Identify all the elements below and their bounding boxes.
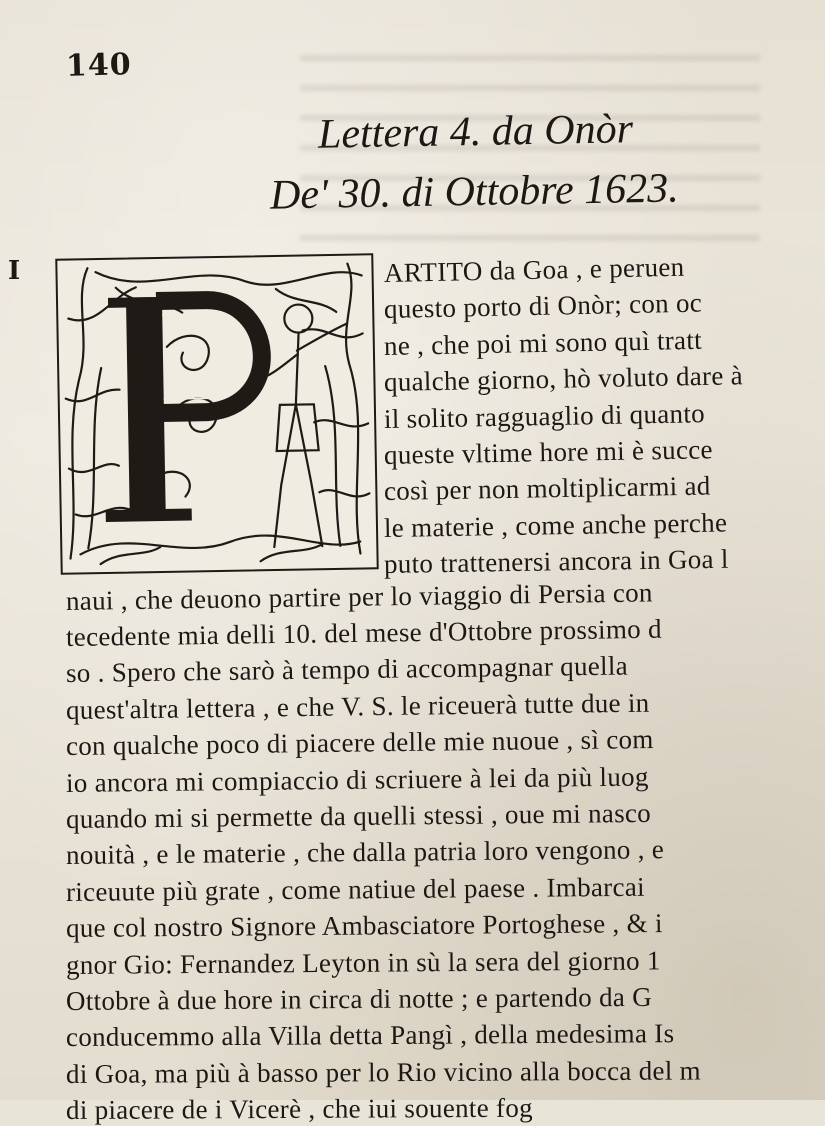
text-line: conducemmo alla Villa detta Pangì , della medesima Is [65, 1018, 675, 1053]
text-line: so . Spero che sarò à tempo di accompagnar quella [65, 650, 629, 689]
margin-marker: I [8, 256, 21, 286]
text-line: le materie , come anche perche [383, 507, 728, 543]
text-line: così per non moltiplicarmi ad [383, 470, 711, 507]
letter-title: Lettera 4. da Onòr [317, 106, 634, 158]
text-line: nouità , e le materie , che dalla patria loro vengono , e [65, 834, 665, 871]
text-line: gnor Gio: Fernandez Leyton in sù la sera del giorno 1 [65, 945, 661, 980]
text-line: di Goa, ma più à basso per lo Rio vicino alla bocca del m [65, 1055, 702, 1089]
text-line: riceuute più grate , come natiue del paese . Imbarcai [65, 871, 645, 907]
text-line: io ancora mi compiaccio di scriuere à lei da più luog [65, 761, 649, 798]
text-line: puto trattenersi ancora in Goa l [383, 543, 729, 580]
text-line: tecedente mia delli 10. del mese d'Ottobre prossimo d [65, 613, 663, 652]
text-line: con qualche poco di piacere delle mie nuoue , sì com [65, 724, 654, 762]
text-line: ne , che poi mi sono quì tratt [383, 324, 703, 361]
text-line: quest'altra lettera , e che V. S. le riceuerà tutte due in [65, 687, 650, 725]
text-line: di piacere de i Vicerè , che iui souente fog [65, 1092, 533, 1126]
text-line: Ottobre à due hore in circa di notte ; e partendo da G [65, 981, 653, 1016]
text-line: que col nostro Signore Ambasciatore Portoghese , & i [65, 908, 663, 944]
letter-date: De' 30. di Ottobre 1623. [269, 165, 680, 219]
text-line: qualche giorno, hò voluto dare à [383, 360, 744, 398]
decorated-initial-p [55, 253, 378, 575]
text-line: ARTITO da Goa , e peruen [383, 251, 685, 288]
text-line: queste vltime hore mi è succe [383, 434, 714, 470]
text-line: questo porto di Onòr; con oc [383, 287, 703, 325]
text-line: naui , che deuono partire per lo viaggio di Persia con [65, 576, 653, 616]
text-line: quando mi si permette da quelli stessi , oue mi nasco [65, 797, 652, 834]
text-line: il solito ragguaglio di quanto [383, 397, 706, 434]
page-number: 140 [65, 47, 133, 84]
